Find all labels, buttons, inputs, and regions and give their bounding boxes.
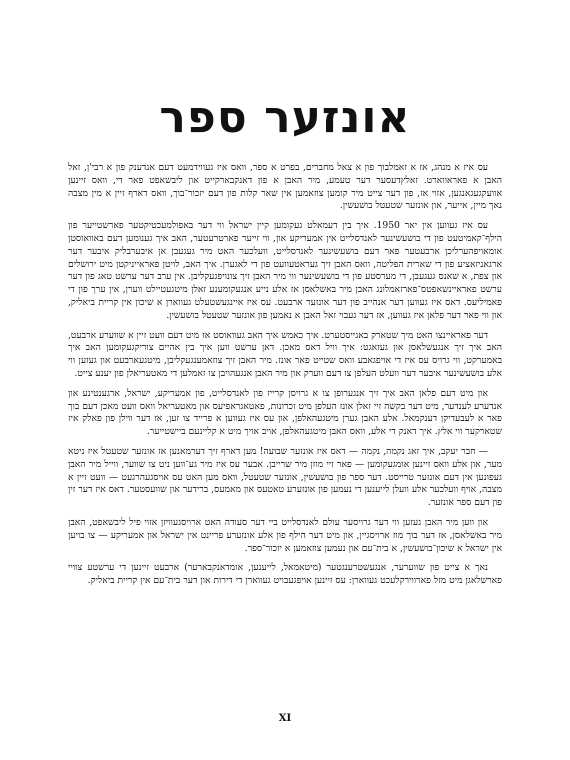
page-title: אונזער ספר: [159, 92, 411, 143]
paragraph: דער פאראיינצו האט מיך שטארק באגייסטערט. איך כאמש איך האב געוואוסט אז מיט דעם וועט זיין א שווערע ארבעט, האב איך זיך אנגעשלאסן און געזאגט: איך וויל דאס מאכן. דאן ערשט ווען איך בין אהיים צוריקגעקומען האב איך באמערקט, ווי גרויס עס איז די אויפגאבע וואס שטייט פאר אונז. מיר האבן זיך צוזאמענגעקליבן, מיטגעארבעט און געזען ווי אלע בושעשינער איבער דער וועלט העלפן צו דעם ווערק און מיר האבן אנגעהויבן צו זאמלען די מאטעריאלן פון יענע צייט.: [68, 329, 502, 379]
paragraph: — חבר יעקב, איך זאג נקמה, נקמה — דאס איז אונזער שבועה! מען דארף זיך דערמאנען אז אונזער שטעטל איז ניטא מער, און אלע וואס זיינען אומגעקומען — פאר זיי מוזן מיר שרייבן. אבער עס איז מיר גע־ווען ניט צו שווער, ווייל מיר האבן געפונען אין דעם אונזער טרייסט. דער ספר פון בושעשין, אונזער שטעטל, וואס מען האט עס אויסגעהרגעט — וועט זיין א מצבה, אויף וועלכער אלע וועלן לייענען די נעמען פון אונזערע טאטעס און מאמעס, ברידער און שוועסטער. דאס איז דער זין פון דעם ספר אונזער.: [68, 445, 502, 509]
paragraph: עס איז געווען אין יאר 1950. איך בין דעמאלט געקומען קיין ישראל ווי דער באפולמעכטיקטער פארשטייער פון הילף־קאמיטעט פון די בושעשינער לאנדסלייט אין אמעריקע און, ווי זייער פארטרעטער, האב איך גענומען דעם באוואוסטן אומאויפהערליכן ארבעטער פאר דעם בושעשינער לאנדסלייט, וועלכער האט מיר געגעבן אן איבערבליק איבער דער ארגאניזאציע פון די שארית הפליטה, וואס האבן זיך געראטעוועט פון די לאגערן. איך האב, לויטן פאראייניקטן מיט ירושלים און צפת, א שאנס געגעבן, די מערסטע פון די בושעשינער ווי מיר האבן זיך צונויפגעקליבן. אין ערב דער ערשט טאג פון דער ערשט פאראיינשאפטס־פארזאמלונג האבן מיר באשלאסן אז אלע נייע אנגעקומענע זאלן מיטגעטיילט ווערן, אין ערך פון די פאמיליעס. דאס איז געווען דער אנהייב פון דער אונזער ארבעט. עס איז איינגעשטעלט געווארן א שיכון אין קריית ביאליק, און ווי פאר דער פלאן איז געווען, אז דער געבוי זאל האבן א נאמען פון אונזער שטעטל בושעשין.: [68, 220, 502, 321]
paragraph: און מיט דעם פלאן האב איך זיך אנגערופן צו א גרויסן קרייז פון לאנדסלייט, פון אמעריקע, ישראל, ארגענטינע און אנדערע לענדער, מיט דער בקשה זיי זאלן אונז העלפן מיט זכרונות, פאטאגראפיעס און מאטעריאל וואס וועט מאכן דעם בוך פאר א לעבעדיקן דענקמאל. אלע האבן גערן מיטגעהאלפן, און עס איז געווען א פרייד צו זען, אז דער ווילן פון פאלק איז שטארקער ווי אלץ. איך דאנק די אלע, וואס האבן מיטגעהאלפן, אויב אויך מיט א קליינעם ביישטייער.: [68, 387, 502, 438]
paragraph: נאך א צייט פון שווערער, אנגעשטרענגטער (מיטאמאל, לייענען, אומדאנקבארער) ארבעט זיינען די ערשטע צוויי פארשלאגן מיט מזל פארווירקלעכט געווארן: עס זיינען אויפגעבויט געווארן די דירות און דער בית־עם אין קריית ביאליק.: [68, 562, 502, 587]
paragraph: עס איז א מנהג, אז א זאמלבוך פון א צאל מחברים, בפרט א ספר, וואס איז געווידמעט דעם אנדענק פון א רבי'ן, זאל האבן א פאראווארט. זאלץדעסער דער טעמע, מיר האבן א פון דאנקבארקייט און ליבשאפט פאר די, וואס זיינען אוועקגעגאנגען, אזוי אז, פון דער צייט מיר קומען צוזאמען אין שאר קלות פון דעם יזכור־בוך, וואס דארף זיין א מין מצבה נאך מיין, אייער, און אונזער שטעטל בושעשין.: [68, 162, 502, 212]
paragraph: און ווען מיר האבן געזען ווי דער גרויסער עולם לאנדסלייט ביי דער סעודה האט ארויסגעוויזן אזוי פיל ליבשאפט, האבן מיר באשלאסן, אז דער בוך מוז ארויסגיין, און מיט דער הילף פון אלע אונזערע פריינט אין ישראל און אמעריקע — צו בויען אין ישראל א שיכון־בושעשין, א בית־עם און נעמען צוזאמען א יזכור־ספר.: [68, 516, 502, 554]
body-text: [68, 162, 502, 595]
page-number: XI: [278, 713, 292, 724]
